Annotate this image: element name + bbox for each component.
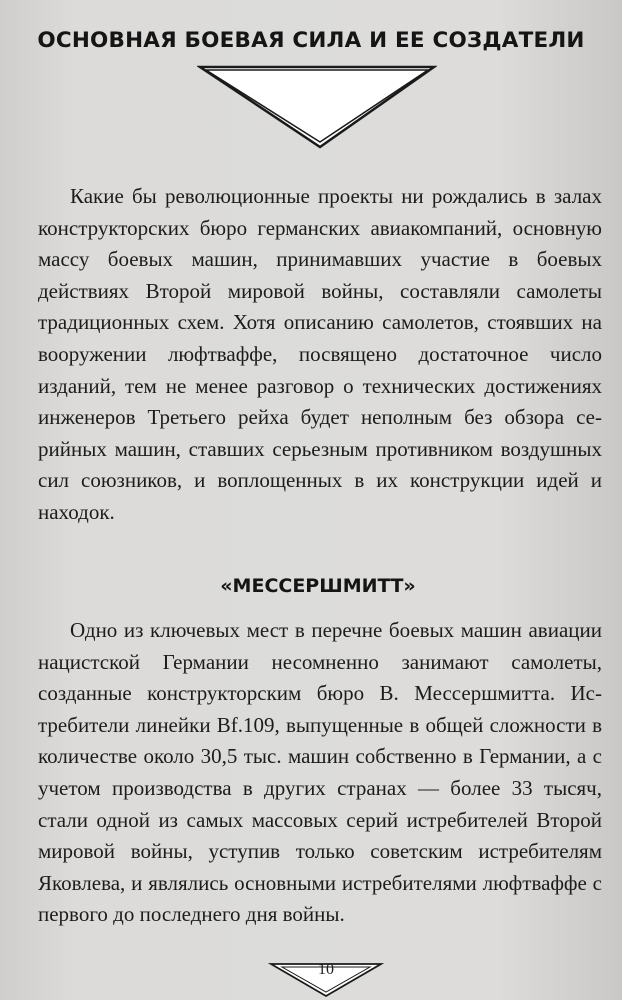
page-folio [268, 958, 384, 998]
section-heading: «МЕССЕРШМИТТ» [220, 575, 416, 597]
body-paragraph-intro: Какие бы революционные проекты ни рождались в залах конструкторских бюро германских авиакомпаний, основную массу боевых машин, принимавших участие в боевых действиях Второй мировой войны, составляли самолеты традиционных схем. Хотя описанию самолетов, стоявших на вооружении люфтваффе, посвящено достаточное число изданий, тем не менее разговор о технических достижениях инженеров Третьего рейха будет неполным без обзора серийных машин, ставших серьезным противником воздушных сил союзников, и воплощенных в их конструкции идей и находок. [38, 184, 602, 524]
triangle-ornament-icon [197, 64, 437, 150]
page-number: 10 [318, 961, 334, 978]
body-paragraph-messerschmitt: Одно из ключевых мест в перечне боевых машин авиации нацистской Германии несомненно занимают самолеты, созданные конструкторским бюро В. Мессершмитта. Истребители линейки Bf.109, выпущенные в общей сложности в количестве около 30,5 тыс. машин собственно в Германии, а с учетом производства в других странах — более 33 тысяч, стали одной из самых массовых серий истребителей Второй мировой войны, уступив только советским истребителям Яковлева, и являлись основными истребителями люфтваффе с первого до последнего дня войны. [38, 618, 602, 927]
chapter-title: ОСНОВНАЯ БОЕВАЯ СИЛА И ЕЕ СОЗДАТЕЛИ [37, 28, 585, 53]
